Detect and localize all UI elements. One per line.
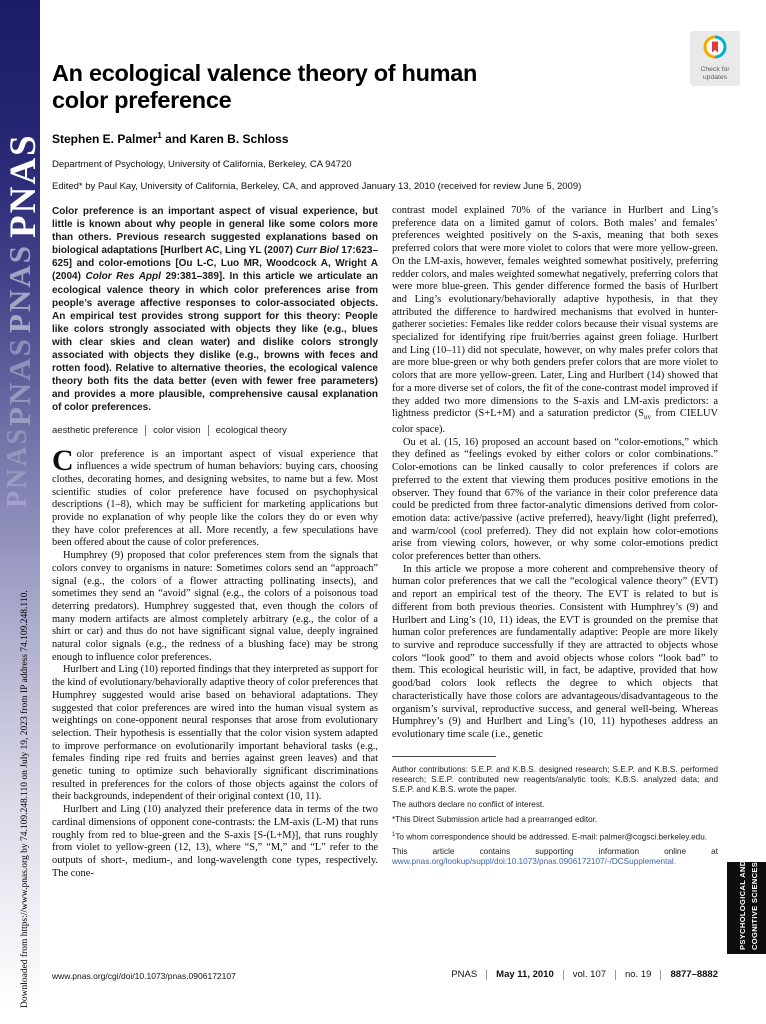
body-text-left — [52, 443, 378, 881]
footer-pages: 8877–8882 — [670, 969, 718, 980]
footer-divider — [563, 970, 564, 980]
footnote-contributions: Author contributions: S.E.P. and K.B.S. designed research; S.E.P. and K.B.S. performed research; S.E.P. contributed new reagents/analytic tools; K.B.S. analyzed data; and S.E.P. and K.B.S. wrote the paper. — [392, 764, 718, 795]
two-column-layout — [52, 205, 718, 880]
article-title: An ecological valence theory of human color preference — [52, 60, 478, 113]
affiliation-line: Department of Psychology, University of California, Berkeley, CA 94720 — [52, 159, 352, 170]
pnas-watermark: PNAS — [3, 133, 44, 238]
footnote-direct-submission: *This Direct Submission article had a prearranged editor. — [392, 814, 598, 824]
keyword: aesthetic preference — [52, 424, 139, 436]
doi-footer: www.pnas.org/cgi/doi/10.1073/pnas.0906172107 — [52, 971, 236, 981]
paragraph: Humphrey (9) proposed that color preferences stem from the signals that colors convey to organisms in nature: Sometimes colors send an “approach” signal (e.g., the colors of a flower attracting pollinating insects), and sometimes they send an “avoid” signal (e.g., the colors of a poisonous toad deterring predators). Humphrey suggested that, even though the colors of many modern artifacts are almost completely arbitrary (e.g., the color of a shirt or car) and thus do not have significant signal value, deeply ingrained natural color signals (e.g., the redness of a blushing face) may be strong enough to influence color preferences. — [52, 550, 378, 663]
footer-divider — [486, 970, 487, 980]
paragraph: Color preference is an important aspect of visual experience that influences a wide spectrum of human behaviors: buying cars, choosing clothes, decorating homes, and designing websites, to name but a few. Most scientific studies of color preference have focused on psychophysical descriptions (1–8), which may be sufficient for marketing applications but provide no explanation of why people like the colors they do or even why they have color preferences at all. More recently, a few speculations have been offered about the cause of color preferences. — [52, 443, 378, 549]
left-column — [52, 205, 378, 880]
footer-divider — [660, 970, 661, 980]
drop-cap: C — [52, 443, 74, 477]
section-category-label: PSYCHOLOGICAL AND COGNITIVE SCIENCES — [738, 860, 759, 950]
author-footnote-marker: 1 — [157, 131, 162, 140]
footer-issue: no. 19 — [625, 969, 652, 980]
journal-name-italic: Color Res Appl — [85, 271, 161, 283]
keyword: ecological theory — [215, 424, 287, 436]
footnote-supporting-info: This article contains supporting information online at www.pnas.org/lookup/suppl/doi:10.1073/pnas.0906172107/-/DCSupplemental. — [392, 847, 718, 867]
download-notice: Downloaded from https://www.pnas.org by 74.109.248.110 on July 19, 2023 from IP address 74.109.248.110. — [20, 590, 30, 1008]
keyword-divider — [208, 425, 209, 436]
abstract: Color preference is an important aspect of visual experience, but little is known about why people in general like some colors more than others. Previous research suggested explanations based on biological adaptations [Hurlbert AC, Ling YL (2007) Curr Biol 17:623–625] and color-emotions [Ou L-C, Luo MR, Woodcock A, Wright A (2004) Color Res Appl 29:381–389]. In this article we articulate an ecological valence theory in which color preferences arise from people’s average affective responses to color-associated objects. An empirical test provides strong support for this theory: People like colors strongly associated with objects they like (e.g., blues with clear skies and clean water) and dislike colors strongly associated with objects they dislike (e.g., browns with feces and rotten food). Relative to alternative theories, the ecological valence theory both fits the data better (even with fewer free parameters) and provides a more plausible, comprehensive causal explanation of color preferences. — [52, 206, 379, 414]
edited-by-line: Edited* by Paul Kay, University of California, Berkeley, CA, and approved January 13, 2010 (received for review June 5, 2009) — [52, 181, 582, 192]
paragraph: contrast model explained 70% of the variance in Hurlbert and Ling’s preference data on a limited gamut of colors. Both males’ and females’ preferences weighted positively on the S-axis, meaning that both sexes preferred colors that were more violet to colors that were more yellow-green. On the LM-axis, however, females weighted somewhat positively, preferring redder colors, and males weighted somewhat negatively, preferring colors that were more blue-green. This gender difference formed the basis of Hurlbert and Ling’s evolutionary/behaviorally adaptive hypothesis, in that they attributed the difference to hardwired mechanisms that evolved in hunter-gatherer societies: Females like redder colors because their visual systems are specialized for identifying ripe fruit/berries against green foliage. Hurlbert and Ling (10–11) did not speculate, however, on why males prefer colors that are more blue-green or why both genders prefer colors that are more violet to colors that are more yellow-green. Later, Ling and Hurlbert (14) showed that for a more diverse set of colors, the fit of the cone-contrast model improved if they added two more dimensions to the S-axis and LM-axis predictors: a lightness predictor (S+L+M) and a saturation predictor ($S_{uv}$ from CIELUV color space). — [392, 205, 718, 436]
badge-label: Check for updates — [700, 66, 730, 81]
keyword: color vision — [153, 424, 201, 436]
pnas-watermark: PNAS — [2, 244, 37, 333]
footnote-block — [392, 756, 718, 868]
subscript: uv — [644, 413, 652, 422]
journal-name-italic: Curr Biol — [295, 245, 339, 257]
paragraph: Ou et al. (15, 16) proposed an account based on “color-emotions,” which they defined as “feelings evoked by either colors or color combinations.” Color-emotions can be linked causally to color preferences if colors are preferred to the extent that viewing them produces positive emotions in the observer. They found that 67% of the variance in their color preference data could be predicted from three factor-analytic dimensions derived from color-emotion data: active/passive (active preferred), heavy/light (light preferred), and warm/cool (cool preferred). They did not explain how color-emotions arise from viewing colors, however, or why some color-emotions predict color preferences better than others. — [392, 436, 718, 563]
footnote-correspondence: $^1$To whom correspondence should be addressed. E-mail: palmer@cogsci.berkeley.edu. — [392, 831, 708, 842]
paragraph: Hurlbert and Ling (10) reported findings that they interpreted as support for the kind of evolutionary/behaviorally adaptive theory of color preferences that Humphrey suggested would arise based on behavioral adaptations. They suggested that color preferences are wired into the human visual system as weightings on cone-opponent neural responses that arose from evolutionary selection. Their hypothesis is essentially that the color vision system adapted to improve performance on evolutionarily important behavioral tasks (e.g., females finding ripe red fruits and berries against green leaves) and that genetic tuning to optimize such behaviorally significant discriminations resulted in preferences for the colors of those objects against the colors of their backgrounds, independent of their original context (10, 11). — [52, 664, 378, 803]
paragraph: In this article we propose a more coherent and comprehensive theory of human color preferences that we call the “ecological valence theory” (EVT) and report an empirical test of the theory. The EVT is related to but is different from both previous theories. Consistent with Humphrey’s (9) and Hurlbert and Ling’s (10, 11) ideas, the EVT is grounded on the premise that human color preferences are fundamentally adaptive: People are more likely to survive and reproduce successfully if they are attracted to objects whose colors “look good” to them and avoid objects whose colors “look bad” to them. This ecological heuristic will, in fact, be adaptive, provided that how good/bad colors look reflects the degree to which objects that characteristically have those colors are advantageous/disadvantageous to the organism’s survival, reproductive success, and general well-being. Whereas Humphrey’s (9) and Hurlbert and Ling’s (10, 11) hypotheses address an evolutionary time scale (i.e., genetic — [392, 563, 718, 740]
keyword-divider — [145, 425, 146, 436]
right-column — [392, 205, 718, 880]
supplemental-link[interactable]: www.pnas.org/lookup/suppl/doi:10.1073/pnas.0906172107/-/DCSupplemental. — [392, 857, 677, 867]
author-line: Stephen E. Palmer$^1$ and Karen B. Schloss — [52, 131, 289, 146]
footer-journal: PNAS — [451, 969, 478, 980]
pnas-watermark: PNAS — [2, 426, 33, 508]
article-page — [52, 0, 718, 880]
journal-footer — [451, 969, 718, 980]
footer-volume: vol. 107 — [572, 969, 607, 980]
section-category-tab — [727, 862, 766, 954]
pnas-watermark: PNAS — [2, 337, 37, 426]
footer-divider — [615, 970, 616, 980]
footnote-conflict: The authors declare no conflict of interest. — [392, 800, 545, 809]
pnas-gradient-sidebar — [0, 0, 44, 1024]
keywords-line — [52, 425, 378, 436]
footnote-rule — [392, 756, 496, 757]
body-text-right — [392, 205, 718, 742]
footer-date: May 11, 2010 — [496, 969, 554, 980]
paragraph: Hurlbert and Ling (10) analyzed their preference data in terms of the two cardinal dimensions of opponent cone-contrasts: the LM-axis (L-M) that runs roughly from red to blue-green and the S-axis [S-(L+M)], that runs roughly from violet to yellow-green (12, 13), where “S,” “M,” and “L” refer to the outputs of short-, medium-, and long-wavelength cone types, respectively. The cone- — [52, 804, 378, 879]
